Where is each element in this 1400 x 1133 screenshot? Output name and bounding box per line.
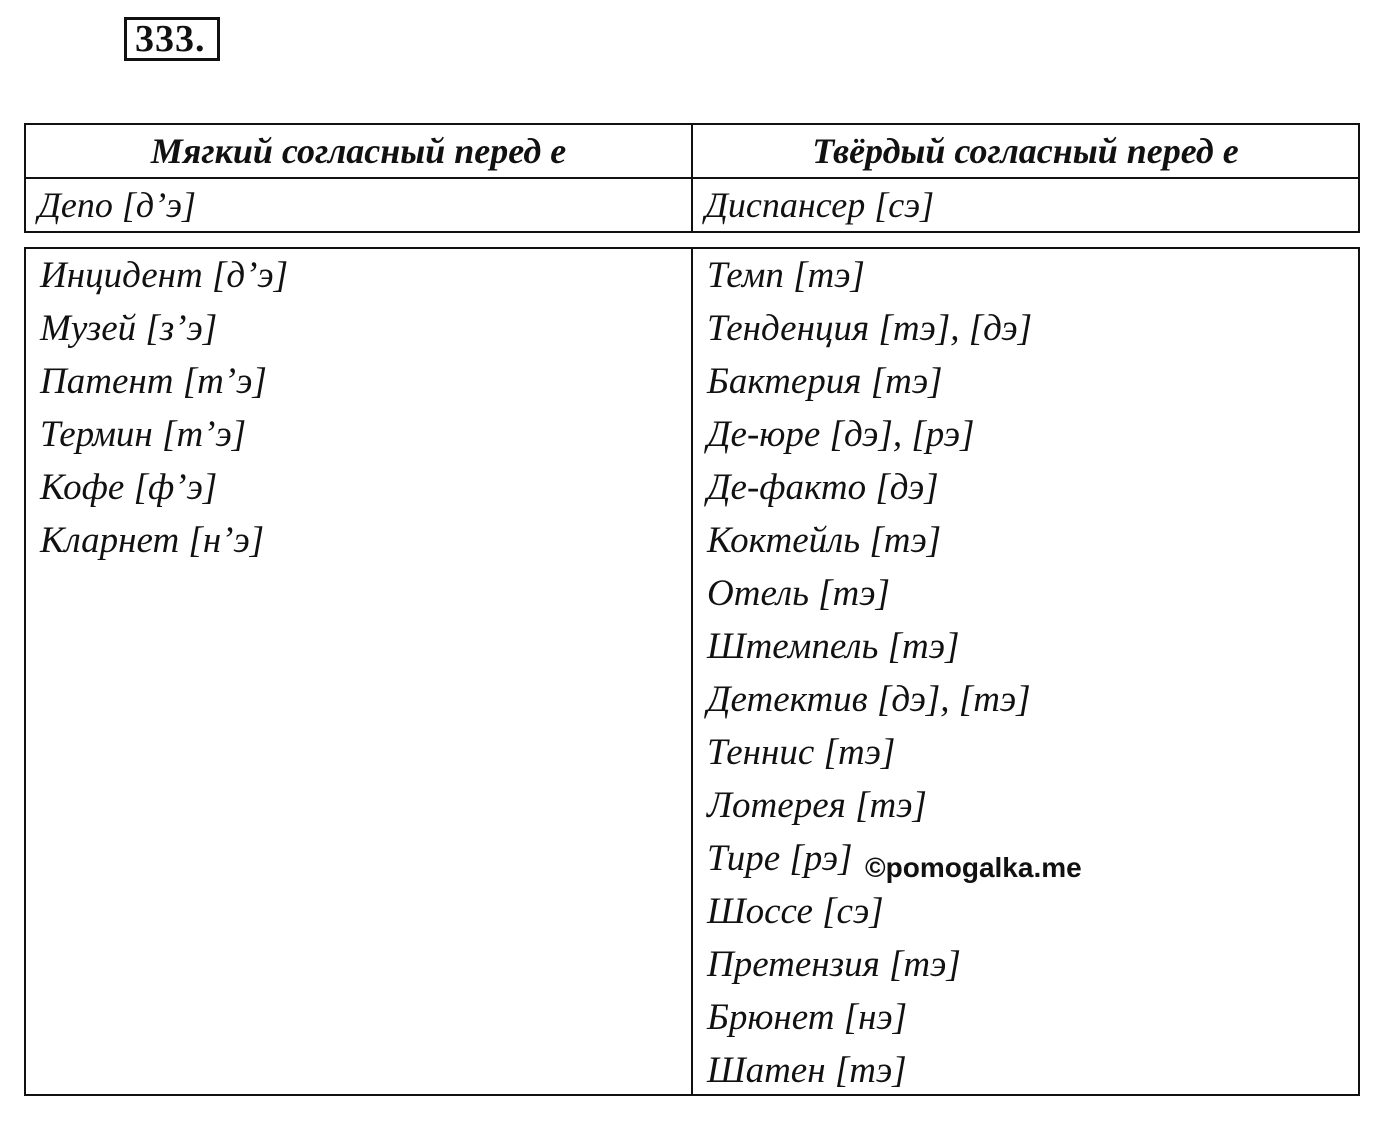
hard-word: Детектив [дэ], [тэ] bbox=[707, 679, 1031, 720]
hard-word: Тенденция [тэ], [дэ] bbox=[707, 308, 1033, 349]
soft-word: Кларнет [н’э] bbox=[40, 520, 265, 561]
hard-words-list bbox=[707, 249, 1032, 1097]
soft-word: Патент [т’э] bbox=[40, 361, 267, 402]
example-hard-word: Диспансер [сэ] bbox=[705, 185, 935, 225]
hard-word: Шатен [тэ] bbox=[707, 1050, 907, 1091]
soft-word: Инцидент [д’э] bbox=[40, 255, 289, 296]
header-table bbox=[24, 123, 1360, 233]
hard-word: Де-факто [дэ] bbox=[707, 467, 939, 508]
hard-word: Шоссе [сэ] bbox=[707, 891, 884, 932]
header-soft-consonant: Мягкий согласный перед е bbox=[150, 131, 567, 171]
hard-word: Темп [тэ] bbox=[707, 255, 865, 296]
hard-word: Коктейль [тэ] bbox=[707, 520, 942, 561]
example-soft-word: Депо [д’э] bbox=[38, 185, 196, 225]
hard-word: Брюнет [нэ] bbox=[707, 997, 908, 1038]
hard-word: Претензия [тэ] bbox=[707, 944, 961, 985]
hard-word: Тире [рэ] bbox=[707, 838, 853, 879]
soft-word: Кофе [ф’э] bbox=[40, 467, 218, 508]
header-hard-consonant: Твёрдый согласный перед е bbox=[812, 131, 1239, 171]
watermark: ©pomogalka.me bbox=[865, 852, 1082, 883]
soft-words-list bbox=[40, 249, 288, 567]
soft-word: Музей [з’э] bbox=[40, 308, 218, 349]
exercise-number: 333. bbox=[124, 17, 220, 61]
hard-word: Лотерея [тэ] bbox=[707, 785, 927, 826]
header-row bbox=[26, 125, 1358, 179]
example-row bbox=[26, 179, 1358, 231]
hard-word: Отель [тэ] bbox=[707, 573, 890, 614]
hard-word: Бактерия [тэ] bbox=[707, 361, 943, 402]
column-divider bbox=[691, 249, 693, 1094]
soft-word: Термин [т’э] bbox=[40, 414, 247, 455]
hard-word: Теннис [тэ] bbox=[707, 732, 896, 773]
hard-word: Де-юре [дэ], [рэ] bbox=[707, 414, 975, 455]
hard-word: Штемпель [тэ] bbox=[707, 626, 960, 667]
answer-table bbox=[24, 247, 1360, 1096]
